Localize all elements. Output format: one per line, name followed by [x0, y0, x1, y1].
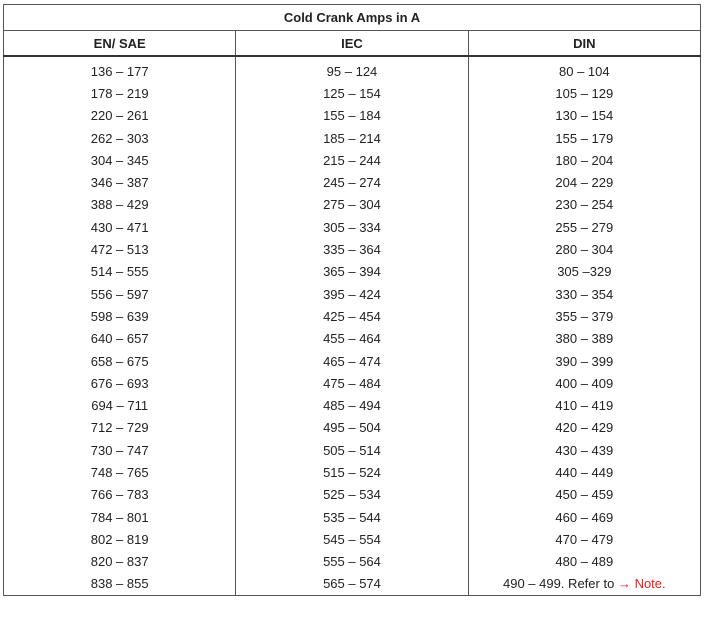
cell-en-sae — [4, 439, 236, 461]
table-row — [4, 149, 701, 171]
cell-iec — [236, 238, 468, 260]
table-row — [4, 82, 701, 104]
cell-en-sae — [4, 528, 236, 550]
cell-text: 485 – 494 — [323, 398, 381, 414]
cell-text: 535 – 544 — [323, 509, 381, 525]
table-row — [4, 551, 701, 573]
table-row — [4, 328, 701, 350]
cell-din — [468, 171, 700, 193]
column-header-din: DIN — [468, 31, 700, 57]
cell-din — [468, 127, 700, 149]
cell-iec — [236, 372, 468, 394]
table-row — [4, 56, 701, 82]
cell-en-sae — [4, 417, 236, 439]
cell-iec — [236, 171, 468, 193]
cell-text: 220 – 261 — [90, 108, 149, 124]
cell-text: 465 – 474 — [323, 353, 381, 369]
cell-text: 80 – 104 — [559, 63, 610, 79]
cell-text: 712 – 729 — [90, 420, 149, 436]
cell-text: 730 – 747 — [90, 442, 149, 458]
cell-en-sae — [4, 461, 236, 483]
cell-en-sae — [4, 506, 236, 528]
cell-text: 215 – 244 — [323, 152, 381, 168]
table-title: Cold Crank Amps in A — [4, 5, 701, 31]
table-row — [4, 194, 701, 216]
cell-text: 802 – 819 — [90, 531, 149, 547]
cell-text: 388 – 429 — [90, 197, 149, 213]
cell-text: 136 – 177 — [90, 63, 149, 79]
cell-en-sae — [4, 238, 236, 260]
cell-text: 305 – 334 — [323, 219, 381, 235]
cell-din — [468, 82, 700, 104]
cell-text: 640 – 657 — [90, 331, 149, 347]
cell-iec — [236, 328, 468, 350]
cell-text: 346 – 387 — [90, 175, 149, 191]
cell-iec — [236, 56, 468, 82]
cell-din — [468, 394, 700, 416]
cell-iec — [236, 216, 468, 238]
cell-text: 420 – 429 — [555, 420, 614, 436]
cell-text: 475 – 484 — [323, 375, 381, 391]
cell-text: 470 – 479 — [555, 531, 614, 547]
cell-en-sae — [4, 328, 236, 350]
cell-text: 556 – 597 — [90, 286, 149, 302]
table-row — [4, 439, 701, 461]
cell-en-sae — [4, 283, 236, 305]
cell-text: 204 – 229 — [555, 175, 614, 191]
cell-en-sae — [4, 82, 236, 104]
cell-iec — [236, 194, 468, 216]
cell-text: 95 – 124 — [326, 63, 378, 79]
cca-table-container — [3, 4, 701, 596]
cell-text: 472 – 513 — [90, 242, 149, 258]
cell-iec — [236, 461, 468, 483]
cell-iec — [236, 105, 468, 127]
cell-text: 155 – 184 — [323, 108, 381, 124]
table-row — [4, 127, 701, 149]
table-row — [4, 461, 701, 483]
cell-text: 130 – 154 — [555, 108, 614, 124]
cell-iec — [236, 305, 468, 327]
cell-en-sae — [4, 149, 236, 171]
cell-en-sae — [4, 261, 236, 283]
cell-iec — [236, 551, 468, 573]
table-row — [4, 305, 701, 327]
table-row — [4, 216, 701, 238]
cell-text: 180 – 204 — [555, 152, 614, 168]
column-header-iec: IEC — [236, 31, 468, 57]
cell-en-sae — [4, 194, 236, 216]
cell-text: 255 – 279 — [555, 219, 614, 235]
cell-text: 230 – 254 — [555, 197, 614, 213]
table-row — [4, 394, 701, 416]
table-body — [4, 56, 701, 596]
cell-iec — [236, 127, 468, 149]
cell-text: 125 – 154 — [323, 85, 381, 101]
cell-iec — [236, 506, 468, 528]
cell-iec — [236, 439, 468, 461]
cell-din — [468, 439, 700, 461]
cell-din — [468, 149, 700, 171]
cell-text: 490 – 499. Refer to — [503, 576, 615, 592]
cell-iec — [236, 394, 468, 416]
cell-text: 598 – 639 — [90, 308, 149, 324]
cell-en-sae — [4, 394, 236, 416]
cell-text: 335 – 364 — [323, 242, 381, 258]
cell-text: 380 – 389 — [555, 331, 614, 347]
cell-text: 505 – 514 — [323, 442, 381, 458]
cell-text: 555 – 564 — [323, 554, 381, 570]
cell-text: 820 – 837 — [90, 554, 149, 570]
cell-text: 748 – 765 — [90, 464, 149, 480]
cell-text: 280 – 304 — [555, 242, 614, 258]
cell-text: 766 – 783 — [90, 487, 149, 503]
cell-text: 495 – 504 — [323, 420, 381, 436]
cell-din — [468, 372, 700, 394]
cell-din — [468, 551, 700, 573]
cell-din — [468, 573, 700, 596]
cell-text: 515 – 524 — [323, 464, 381, 480]
cell-en-sae — [4, 56, 236, 82]
table-row — [4, 372, 701, 394]
table-row — [4, 573, 701, 596]
cell-din — [468, 216, 700, 238]
cell-iec — [236, 350, 468, 372]
cell-text: 185 – 214 — [323, 130, 381, 146]
cell-din — [468, 350, 700, 372]
table-row — [4, 506, 701, 528]
cell-en-sae — [4, 105, 236, 127]
cell-din — [468, 194, 700, 216]
note-link-text: Note. — [634, 576, 666, 592]
cell-din — [468, 56, 700, 82]
cell-din — [468, 105, 700, 127]
table-row — [4, 484, 701, 506]
cell-iec — [236, 573, 468, 596]
cell-text: 784 – 801 — [90, 509, 149, 525]
table-row — [4, 171, 701, 193]
cell-en-sae — [4, 372, 236, 394]
cell-en-sae — [4, 127, 236, 149]
cell-din — [468, 283, 700, 305]
cell-text: 430 – 471 — [90, 219, 149, 235]
cell-iec — [236, 417, 468, 439]
table-row — [4, 417, 701, 439]
right-arrow-icon: → — [617, 576, 631, 592]
table-row — [4, 528, 701, 550]
cell-en-sae — [4, 216, 236, 238]
cell-text: 410 – 419 — [555, 398, 614, 414]
cell-din — [468, 506, 700, 528]
note-link[interactable] — [618, 576, 666, 591]
table-row — [4, 105, 701, 127]
cell-en-sae — [4, 484, 236, 506]
cell-en-sae — [4, 305, 236, 327]
cell-en-sae — [4, 551, 236, 573]
cell-text: 450 – 459 — [555, 487, 614, 503]
cell-text: 365 – 394 — [323, 264, 381, 280]
header-row — [4, 31, 701, 57]
cell-text: 455 – 464 — [323, 331, 381, 347]
cell-din — [468, 261, 700, 283]
cell-din — [468, 417, 700, 439]
cell-din — [468, 528, 700, 550]
table-row — [4, 350, 701, 372]
cell-text: 395 – 424 — [323, 286, 381, 302]
cell-text: 425 – 454 — [323, 308, 381, 324]
cell-en-sae — [4, 171, 236, 193]
cell-iec — [236, 261, 468, 283]
table-row — [4, 283, 701, 305]
cell-din — [468, 461, 700, 483]
cell-iec — [236, 484, 468, 506]
cell-en-sae — [4, 573, 236, 596]
cell-text: 400 – 409 — [555, 375, 614, 391]
cell-text: 262 – 303 — [90, 130, 149, 146]
cell-iec — [236, 149, 468, 171]
cell-text: 305 –329 — [557, 264, 612, 280]
table-row — [4, 238, 701, 260]
cell-text: 245 – 274 — [323, 175, 381, 191]
cell-text: 304 – 345 — [90, 152, 149, 168]
cell-en-sae — [4, 350, 236, 372]
table-row — [4, 261, 701, 283]
cell-text: 545 – 554 — [323, 531, 381, 547]
cell-din — [468, 328, 700, 350]
cell-text: 838 – 855 — [90, 576, 149, 592]
column-header-en-sae: EN/ SAE — [4, 31, 236, 57]
cell-text: 330 – 354 — [555, 286, 614, 302]
cell-text: 676 – 693 — [90, 375, 149, 391]
cell-text: 480 – 489 — [555, 554, 614, 570]
cell-text: 390 – 399 — [555, 353, 614, 369]
cell-text: 275 – 304 — [323, 197, 381, 213]
cell-iec — [236, 82, 468, 104]
cell-text: 658 – 675 — [90, 353, 149, 369]
cell-text: 155 – 179 — [555, 130, 614, 146]
cell-text: 525 – 534 — [323, 487, 381, 503]
cell-iec — [236, 528, 468, 550]
cell-din — [468, 484, 700, 506]
cell-iec — [236, 283, 468, 305]
cell-text: 355 – 379 — [555, 308, 614, 324]
cell-text: 440 – 449 — [555, 464, 614, 480]
cell-text: 514 – 555 — [90, 264, 149, 280]
cell-din — [468, 238, 700, 260]
cell-text: 178 – 219 — [90, 85, 149, 101]
cell-text: 694 – 711 — [91, 398, 149, 414]
cold-crank-amps-table — [3, 4, 701, 596]
cell-text: 430 – 439 — [555, 442, 614, 458]
cell-din — [468, 305, 700, 327]
cell-text: 565 – 574 — [323, 576, 381, 592]
cell-text: 460 – 469 — [555, 509, 614, 525]
cell-text: 105 – 129 — [555, 85, 614, 101]
